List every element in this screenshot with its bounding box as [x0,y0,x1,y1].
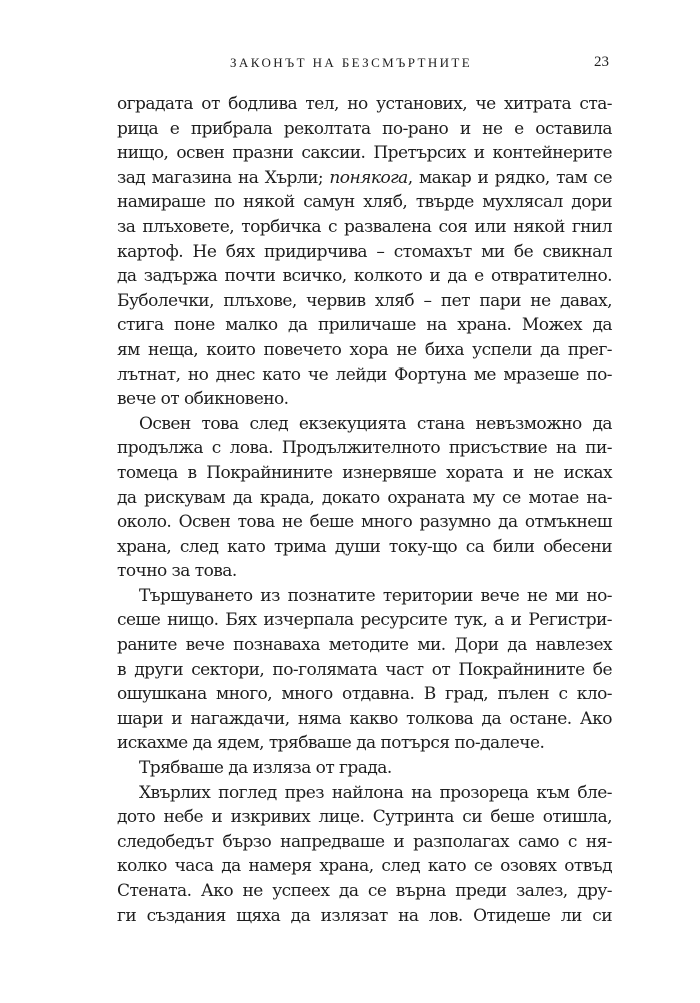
text-line-with-emphasis [117,166,612,191]
text-line: Буболечки, плъхове, червив хляб – пет пари не давах, [117,290,612,311]
text-line: ям неща, които повечето хора не биха успели да прег- [117,339,612,360]
text-line: за плъховете, торбичка с развалена соя или някой гнил [117,216,612,237]
text-line: намираше по някой самун хляб, твърде мухлясал дори [117,192,612,213]
text-line: картоф. Не бях придирчива – стомахът ми бе свикнал [117,241,612,262]
text-line: сеше нищо. Бях изчерпала ресурсите тук, а и Регистри- [117,610,612,631]
text-line: нищо, освен празни саксии. Претърсих и контейнерите [117,143,612,164]
text-segment: , макар и рядко, там се [407,167,613,188]
text-line: искахме да ядем, трябваше да потърся по-далече. [117,733,545,754]
text-line: томеца в Покрайнините изнервяше хората и не исках [117,462,612,483]
text-line: продължа с лова. Продължителното присъствие на пи- [117,438,612,459]
page-number: 23 [594,54,609,70]
text-line: оградата от бодлива тел, но установих, че хитрата ста- [117,94,612,114]
text-line: стига поне малко да приличаше на храна. Можех да [117,315,612,336]
text-line: шари и нагаждачи, няма какво толкова да остане. Ако [117,708,612,729]
text-line: следобедът бързо напредваше и разполагах само с ня- [117,831,612,852]
running-title: ЗАКОНЪТ НА БЕЗСМЪРТНИТЕ [230,55,473,70]
text-line: около. Освен това не беше много разумно да отмъкнеш [117,512,612,533]
body-text [117,92,612,928]
text-line: ги създания щяха да излязат на лов. Отидеше ли си [117,905,612,926]
text-line: колко часа да намеря храна, след като се озовях отвъд [117,856,612,877]
text-line: Стената. Ако не успеех да се върна преди залез, дру- [117,881,612,901]
paragraph-first-line: Хвърлих поглед през найлона на прозореца към бле- [139,782,612,803]
paragraph-first-line: Трябваше да изляза от града. [139,758,392,779]
text-line: да рискувам да крада, докато охраната му се мотае на- [117,487,612,508]
paragraph-first-line: Освен това след екзекуцията стана невъзможно да [139,413,612,434]
text-line: лътнат, но днес като че лейди Фортуна ме мразеше по- [117,364,612,385]
text-line: рица е прибрала реколтата по-рано и не е оставила [117,118,612,139]
text-line: вече от обикновено. [117,389,289,410]
text-line: точно за това. [117,561,237,582]
paragraph-first-line: Тършуването из познатите територии вече не ми но- [139,585,612,606]
text-segment: зад магазина на Хърли; [117,167,330,188]
text-line: ошушкана много, много отдавна. В град, пълен с кло- [117,684,612,705]
text-line: да задържа почти всичко, колкото и да е отвратително. [117,266,612,287]
text-line: храна, след като трима души току-що са били обесени [117,536,612,557]
text-line: раните вече познаваха методите ми. Дори да навлезех [117,635,612,656]
text-line: дото небе и изкривих лице. Сутринта си беше отишла, [117,807,612,828]
emphasized-word: понякога [329,167,408,188]
text-line: в други сектори, по-голямата част от Покрайнините бе [117,659,612,680]
